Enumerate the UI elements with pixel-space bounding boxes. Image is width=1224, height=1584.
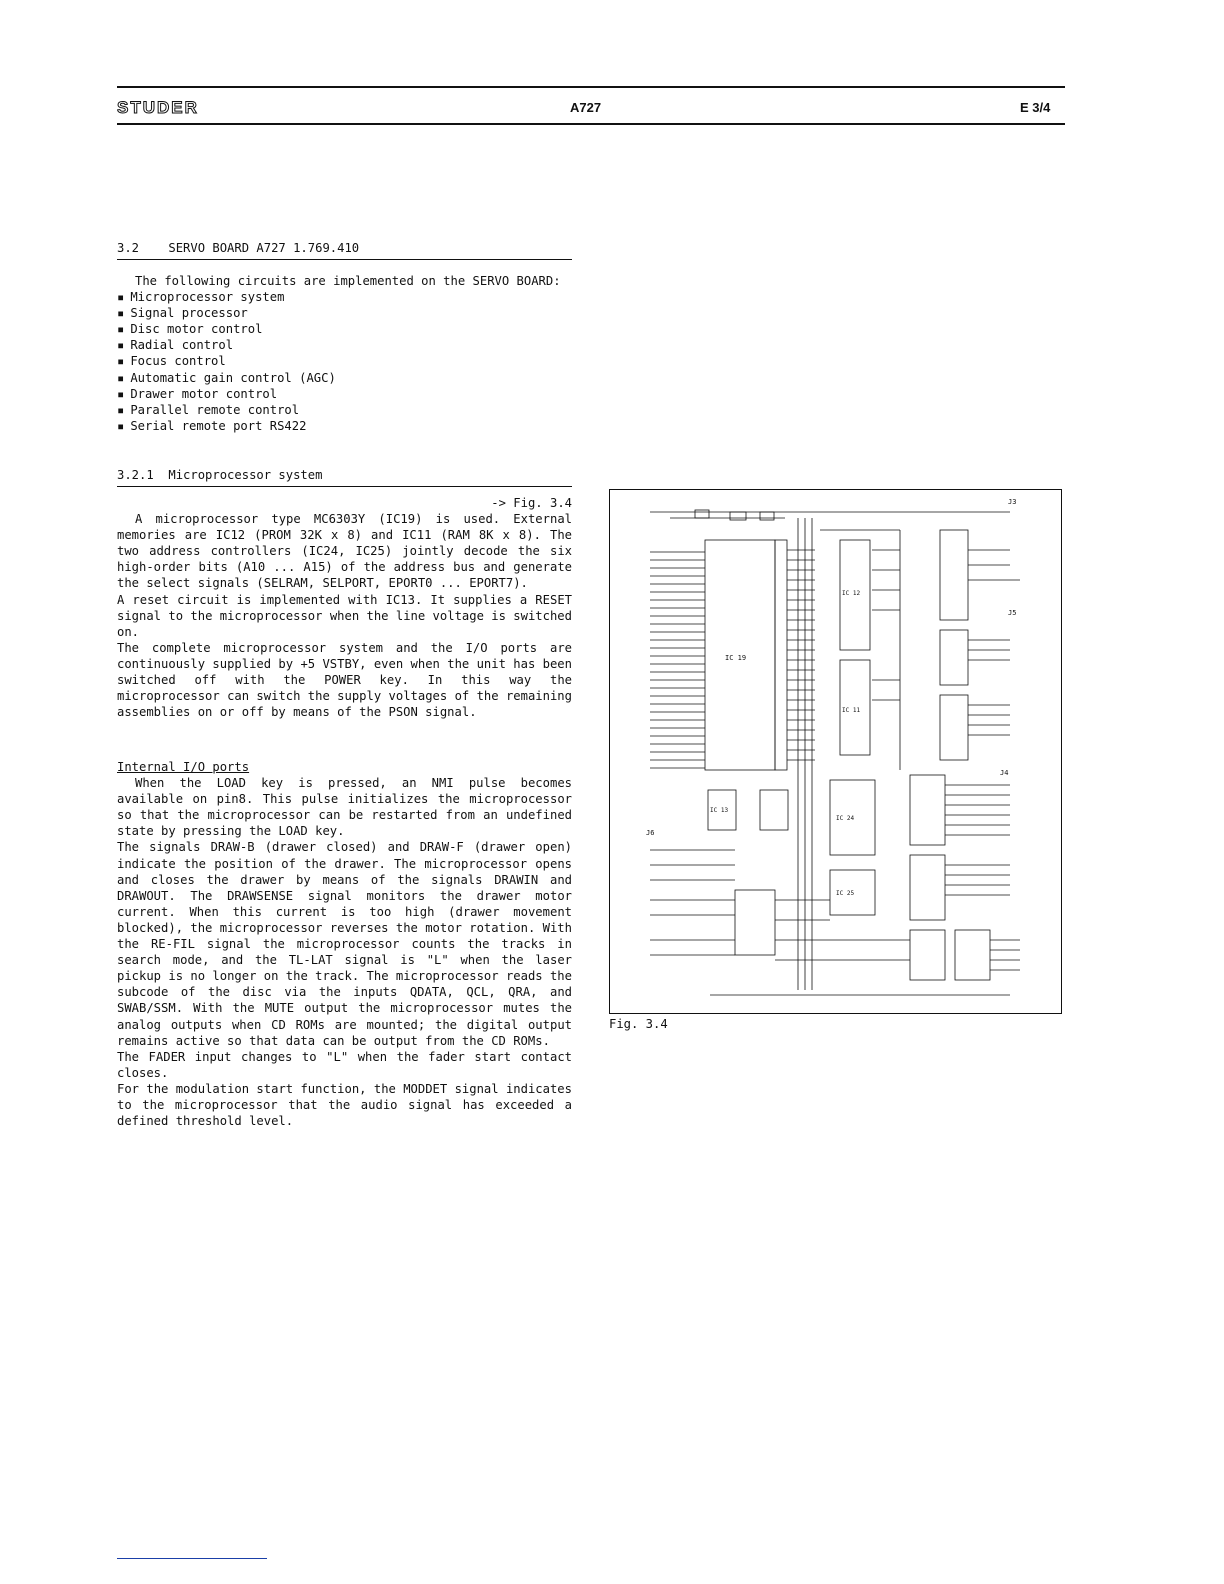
- ic25-label: IC 25: [836, 890, 855, 897]
- connector-j4-label: J4: [1000, 769, 1009, 777]
- connector-j5-label: J5: [1008, 609, 1017, 617]
- io-body: [117, 759, 572, 1129]
- figure-reference: -> Fig. 3.4: [491, 496, 572, 510]
- ic11-label: IC 11: [842, 707, 861, 714]
- list-item: ▪ Parallel remote control: [117, 402, 572, 418]
- circuit-list: [117, 289, 572, 434]
- connector-j3-label: J3: [1008, 498, 1017, 506]
- schematic-figure: [609, 489, 1062, 1014]
- right-connector-lines: [945, 785, 1020, 970]
- paragraph-moddet: For the modulation start function, the MODDET signal indicates to the microprocessor that the audio signal has exceeded a defined threshold level.: [117, 1081, 572, 1129]
- list-item: ▪ Drawer motor control: [117, 386, 572, 402]
- ic24-label: IC 24: [836, 815, 855, 822]
- paragraph-microprocessor: A microprocessor type MC6303Y (IC19) is used. External memories are IC12 (PROM 32K x 8) and IC11 (RAM 8K x 8). The two address controllers (IC24, IC25) jointly decode the six high-order bits (A10 ... A15) of the address bus and generate the select signals (SELRAM, SELPORT, EPORT0 ... EPORT7).: [117, 512, 572, 591]
- header-model: A727: [570, 100, 602, 115]
- header-rule-top: [117, 86, 1065, 88]
- list-item: ▪ Automatic gain control (AGC): [117, 370, 572, 386]
- list-item: ▪ Serial remote port RS422: [117, 418, 572, 434]
- studer-logo: [117, 98, 213, 116]
- paragraph-fader: The FADER input changes to "L" when the fader start contact closes.: [117, 1049, 572, 1080]
- header-page-number: E 3/4: [1020, 100, 1051, 115]
- section-heading: 3.2 SERVO BOARD A727 1.769.410: [117, 240, 572, 260]
- connector-j6-label: J6: [646, 829, 655, 837]
- paragraph-reset: A reset circuit is implemented with IC13. It supplies a RESET signal to the microprocessor when the line voltage is switched on.: [117, 592, 572, 639]
- left-signal-lines: [650, 552, 705, 768]
- circuit-schematic: [610, 490, 1060, 1012]
- list-item: ▪ Focus control: [117, 353, 572, 369]
- subsection-body: [117, 495, 572, 720]
- section-body: [117, 273, 572, 434]
- paragraph-load-key: When the LOAD key is pressed, an NMI pulse becomes available on pin8. This pulse initializes the microprocessor so that the microprocessor can be restarted from an undefined state by pressing the LOAD key.: [117, 776, 572, 839]
- list-item: ▪ Radial control: [117, 337, 572, 353]
- ic12-label: IC 12: [842, 590, 861, 597]
- header-rule-bottom: [117, 123, 1065, 125]
- section-intro: The following circuits are implemented on the SERVO BOARD:: [135, 274, 561, 288]
- list-item: ▪ Microprocessor system: [117, 289, 572, 305]
- figure-caption: Fig. 3.4: [609, 1017, 668, 1031]
- ic13-label: IC 13: [710, 807, 729, 814]
- subsection-heading: 3.2.1 Microprocessor system: [117, 467, 572, 487]
- paragraph-drawer: The signals DRAW-B (drawer closed) and DRAW-F (drawer open) indicate the position of the drawer. The microprocessor opens and closes the drawer by means of the signals DRAWIN and DRAWOUT. The DRAWSENSE signal monitors the drawer motor current. When this current is too high (drawer movement blocked), the microprocessor reverses the motor rotation. With the RE-FIL signal the microprocessor counts the tracks in search mode, and the TL-LAT signal is "L" when the laser pickup is no longer on the track. The microprocessor reads the subcode of the disc via the inputs QDATA, QCL, QRA, and SWAB/SSM. With the MUTE output the microprocessor mutes the analog outputs when CD ROMs are mounted; the digital output remains active so that data can be output from the CD ROMs.: [117, 840, 572, 1048]
- list-item: ▪ Signal processor: [117, 305, 572, 321]
- ic19-label: IC 19: [725, 654, 747, 662]
- paragraph-supply: The complete microprocessor system and the I/O ports are continuously supplied by +5 VSTBY, even when the unit has been switched off with the POWER key. In this way the microprocessor can switch the supply voltages of the remaining assemblies on or off by means of the PSON signal.: [117, 640, 572, 720]
- io-heading: Internal I/O ports: [117, 760, 250, 774]
- logo-wordmark: STUDER: [117, 98, 199, 116]
- list-item: ▪ Disc motor control: [117, 321, 572, 337]
- footer-line: [117, 1558, 267, 1559]
- address-bus: [787, 518, 815, 990]
